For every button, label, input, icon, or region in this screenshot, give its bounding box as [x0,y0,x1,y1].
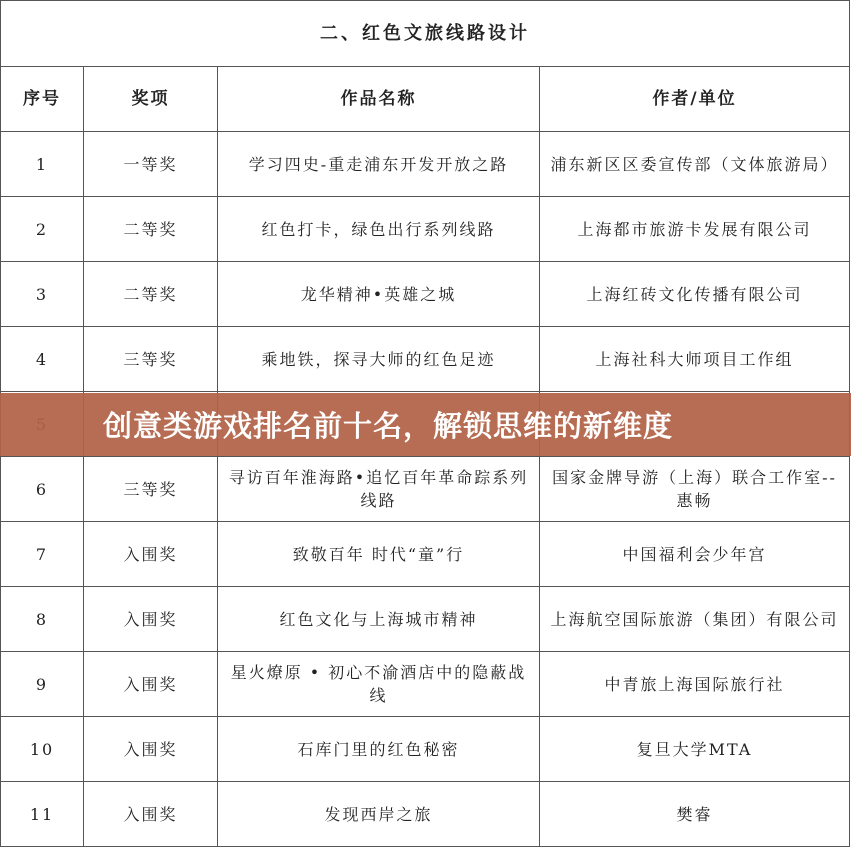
cell-number: 8 [1,587,84,652]
table-row [1,132,850,197]
cell-number: 3 [1,262,84,327]
cell-author: 国家金牌导游（上海）联合工作室--惠畅 [540,457,850,522]
cell-award: 入围奖 [84,587,218,652]
cell-number: 6 [1,457,84,522]
cell-work-name: 乘地铁，探寻大师的红色足迹 [218,327,540,392]
cell-number: 7 [1,522,84,587]
cell-work-name: 红色文化与上海城市精神 [218,587,540,652]
cell-award: 二等奖 [84,197,218,262]
cell-author: 浦东新区区委宣传部（文体旅游局） [540,132,850,197]
cell-work-name: 致敬百年 时代“童”行 [218,522,540,587]
table-row [1,717,850,782]
overlay-banner [0,393,851,456]
cell-award: 入围奖 [84,522,218,587]
cell-work-name: 红色打卡，绿色出行系列线路 [218,197,540,262]
table-row [1,522,850,587]
cell-work-name: 寻访百年淮海路•追忆百年革命踪系列线路 [218,457,540,522]
cell-author: 中青旅上海国际旅行社 [540,652,850,717]
cell-award: 入围奖 [84,717,218,782]
table-row [1,327,850,392]
table-row [1,262,850,327]
cell-award: 三等奖 [84,457,218,522]
cell-number: 9 [1,652,84,717]
cell-award: 三等奖 [84,327,218,392]
table-row [1,197,850,262]
cell-number: 4 [1,327,84,392]
cell-work-name: 发现西岸之旅 [218,782,540,847]
cell-award: 一等奖 [84,132,218,197]
cell-number: 1 [1,132,84,197]
header-award: 奖项 [84,67,218,132]
cell-number: 2 [1,197,84,262]
cell-author: 上海航空国际旅游（集团）有限公司 [540,587,850,652]
overlay-title: 创意类游戏排名前十名，解锁思维的新维度 [103,409,674,443]
table-row [1,652,850,717]
table-title-row [1,1,850,67]
cell-author: 中国福利会少年宫 [540,522,850,587]
cell-number: 11 [1,782,84,847]
cell-work-name: 学习四史-重走浦东开发开放之路 [218,132,540,197]
cell-author: 樊睿 [540,782,850,847]
cell-author: 复旦大学MTA [540,717,850,782]
cell-work-name: 龙华精神•英雄之城 [218,262,540,327]
table-row [1,587,850,652]
table-row [1,457,850,522]
header-work-name: 作品名称 [218,67,540,132]
table-row [1,782,850,847]
cell-award: 入围奖 [84,782,218,847]
cell-work-name: 石库门里的红色秘密 [218,717,540,782]
cell-author: 上海红砖文化传播有限公司 [540,262,850,327]
table-title: 二、红色文旅线路设计 [1,1,850,67]
header-number: 序号 [1,67,84,132]
cell-work-name: 星火燎原 • 初心不渝酒店中的隐蔽战线 [218,652,540,717]
cell-author: 上海都市旅游卡发展有限公司 [540,197,850,262]
cell-number: 10 [1,717,84,782]
cell-author: 上海社科大师项目工作组 [540,327,850,392]
header-author: 作者/单位 [540,67,850,132]
cell-award: 二等奖 [84,262,218,327]
cell-award: 入围奖 [84,652,218,717]
table-header-row [1,67,850,132]
